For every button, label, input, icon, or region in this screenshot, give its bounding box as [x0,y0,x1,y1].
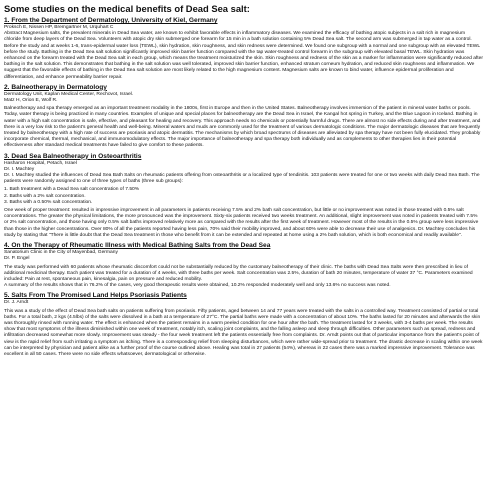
page-title: Some studies on the medical benefits of Dead Sea salt: [4,3,250,14]
study-5 [4,292,483,358]
study-2 [4,84,483,150]
study-3 [4,153,483,239]
study-4-institution: Sanatorium Clinic in the City of Mayenbad, Germany [4,250,118,256]
study-3-concentration-list [4,187,483,206]
study-4-summary: A summary of the results shows that in 76.2% of the cases, very good therapeutic results were obtained, 10.2% responded moderately well and only 13.6% no success was noted. [4,283,391,289]
study-2-paragraph: Balneotherapy and spa therapy emerged as an important treatment modality in the 1800s, first in Europe and then in the United States. Balneotherapy involves immersion of the patient in mineral water baths or pools. Today, water therapy is being practiced in many countries. Examples of unique and special places for balneotherapy are the Dead Sea in Israel, the Kangal hot spring in Turkey, and the Blue Lagoon in Iceland. Bathing in water with a high salt concentration is safe, effective, and pleasant for healing and recovery. This approach needs no chemicals or potentially harmful drugs. There are almost no side effects during and after treatment, and there is a very low risk to the patient's general health and well-being. Mineral waters and muds are commonly used for the treatment of various dermatologic conditions. The major dermatologic diseases that are frequently treated by balneotherapy with a high rate of success are psoriasis and atopic dermatitis. The mechanisms by which broad spectrums of diseases are alleviated by spa therapy have not been fully elucidated. They probably incorporate chemical, thermal, mechanical, and immunomodulatory effects. The major importance of balneotherapy and spa therapy both individually and as complements to other therapies lies in their potential effectiveness after standard medical treatments have failed to give comfort to these patients. [4,106,481,149]
study-4-authors: Dr. P. Engel [4,256,30,262]
study-2-authors: Matz H, Orion E, Wolf R. [4,98,58,104]
study-2-institution: Dermatology Unit, Kaplan Medical Center, Rechovot, Israel. [4,91,134,97]
study-5-paragraph: This was a study of the effect of Dead Sea bath salts on patients suffering from psoriasis. Fifty patients, aged between 14 and 77 years were treated with the salts in a controlled way. Treatment consisted of partial or total baths. For a total bath, 2 kgs (4.5lbs) of the salts were dissolved in a bath at a temperature of 27°C. The partial baths were made with a concentration of about 10%. The baths lasted for 20 minutes and afterwards the skin was thoroughly rinsed with running water. The effect is enhanced when the patient remains in a warm peeled condition for one hour after the bath. The treatment lasted for 3 weeks, with 3-4 baths per week. The results show that most symptoms of the illness diminished within one week of treatment, notably itch, scaling joint complaints, and the falling asleep and sleep through difficulties. Other parameters such as spread, redness and infiltration decreased somewhat more slowly. Improvement was steady - the four week treatment left the patients essentially free from complaints. Dr. Arndt points out that of particular importance from the patient's point of view is the rapid relief from such irritating a symptom as itching. There is a corresponding relief from sleeping disturbances, which were rather wide-spread prior to treatment. The drastic decrease in scaling within one week can be interpreted by physician and patient alike as a further proof of the course outlined above. Healing was total in 27 patients (54%), whereas in 22 cases there was a marked impressive improvement. Tolerance was excellent in all 50 cases. There were no side effects whatsoever, dermatological or otherwise. [4,308,483,357]
study-3-authors: Dr. I. Machtey [4,166,35,172]
study-1 [4,17,483,81]
list-item: 1. Bath treatment with a Dead Sea salt concentration of 7.50% [4,187,140,193]
study-4-title: 4. On the Therapy of Rheumatic Illness with Medical Bathing Salts from the Dead Sea [4,242,271,250]
study-2-title: 2. Balneotherapy in Dermatology [4,83,107,91]
list-item: 2. Baths with a 2% salt concentration. [4,193,86,199]
study-3-paragraph: Dr. I. Machtey studied the influences of Dead Sea Bath Salts on rheumatic patients offering from osteoarthritis or a localized type of tendinitis. 103 patients were treated for one or two weeks with daily Dead Sea Bath. The patients were randomly assigned to one of three types of baths (three sub groups): [4,173,480,185]
list-item: 3. Baths with a 0.50% salt concentration. [4,199,93,205]
study-3-title: 3. Dead Sea Balneotherapy in Osteoarthritis [4,152,142,160]
study-1-paragraph: Abstract Magnesium salts, the prevalent minerals in Dead Sea water, are known to exhibit favorable effects in inflammatory diseases. We examined the efficacy of bathing atopic subjects in a salt rich in magnesium chloride from deep layers of the Dead Sea. Volunteers with atopic dry skin submerged one forearm for 15 min in a bath solution containing 5% Dead Sea salt. The second arm was submerged in tap water as a control. Before the study and at weeks 1-6, trans-epidermal water loss (TEWL), skin hydration, skin roughness, and skin redness were determined. We found one subgroup with a normal and one subgroup with an elevated TEWL before the study. Bathing in the Dead Sea salt solution significantly improved skin barrier function compared with the tap water-treated control forearm in the subgroup with elevated basal TEWL. Skin hydration was enhanced on the forearm treated with the Dead Sea salt in each group, which means the treatment moisturized the skin. Skin roughness and redness of the skin as a marker for inflammation were significantly reduced after bathing in the salt solution. This demonstrates that bathing in the salt solution was well tolerated, improved skin barrier function, enhanced stratum corneum hydration, and reduced skin roughness and inflammation. We suggest that the favorable effects of bathing in the Dead Sea salt solution are most likely related to the high magnesium content. Magnesium salts are known to bind water, influence epidermal proliferation and differentiation, and enhance permeability barrier repair. [4,31,483,80]
study-4-paragraph: The study was performed with 60 patients whose rheumatic discomfort could not be substantially reduced by the customary balneotherapy of their clinic. The baths with Dead Sea Salts were then prescribed in lieu of additional medicinal therapy. Each patient was treated for a duration of 4 weeks, with three baths per week. Salt concentration was 2.5%, duration of bath 20 minutes, temperature of water 37 °C. Parameters examined included: Pain at rest, spontaneous pain, kinesalgia, pain on pressure and reduced mobility. [4,264,473,282]
study-4 [4,242,483,289]
study-5-authors: Dr. J. Arndt [4,300,29,306]
study-1-title: 1. From the Department of Dermatology, University of Kiel, Germany [4,17,218,24]
study-5-title: 5. Salts From The Promised Land Helps Psoriasis Patients [4,292,187,300]
study-3-institution: Hasharon Hospital, Petach, Israel [4,160,77,166]
study-3-results: One week of proper treatment: resulted in impressive improvement in all parameters in patients receiving 7.5% and 2% bath salt concentration, but little or no improvement was noted in those treated with 0.5% salt concentrations. The greater the physical limitations, the more pronounced was the improvement. Sixty-six patients received two weeks treatment. An additional, slight improvement was noted in patients treated with 7.5% or 2% salt concentration, and those having only 0.5% salt baths improved relatively more as compared with the results after the first week of treatment. However most of the results in the 0.5% group were less impressive than those in the higher concentrations. Over 80% of all the patients reported having less pain, 70% said their mobility improved, and about 60% were able to decrease their use of analgesics. Dr. Machtey concludes his study by stating that "There is little doubt that the Dead Sea treatment in those who benefit from it can be extended and repeated at home using a 2% bath solution, which is both economical and readily available". [4,208,479,238]
study-1-authors: Proksch E, Nissen HP, Bremgartner M, Urquhart C [4,25,114,30]
